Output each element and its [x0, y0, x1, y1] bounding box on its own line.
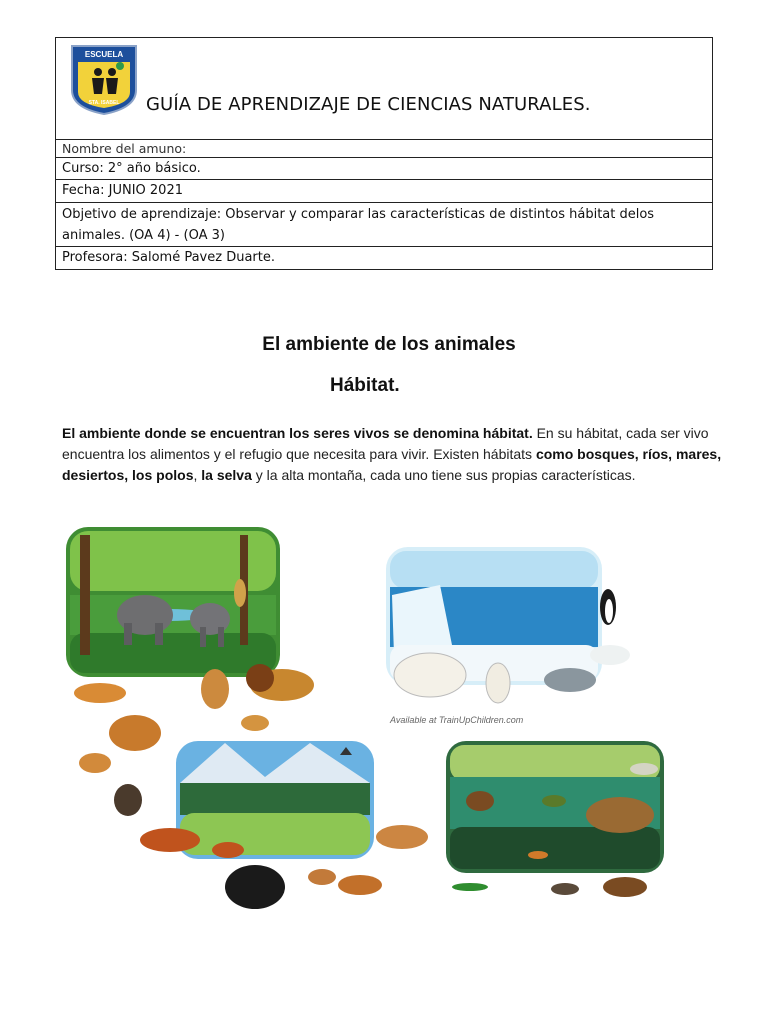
paragraph-text-1: En su hábitat, cada ser vivo encuentra los alimentos y el refugio que necesita para vivir. Existen hábitats	[62, 425, 709, 462]
section-subheading: Hábitat.	[330, 375, 400, 396]
intro-paragraph	[62, 423, 742, 486]
header-table	[55, 37, 713, 270]
paragraph-bold-lead: El ambiente donde se encuentran los seres vivos se denomina hábitat.	[62, 425, 533, 441]
jungle-scene	[66, 527, 280, 677]
watermark-text: Available at TrainUpChildren.com	[390, 715, 524, 725]
paragraph-text-2: ,	[193, 467, 202, 483]
paragraph-bold-list-2: la selva	[201, 467, 252, 483]
logo-bottom-text: STA. ISABEL	[88, 100, 120, 106]
paragraph-bold-list-1: como bosques, ríos, mares, desiertos, los polos	[62, 446, 722, 483]
mountain-scene	[176, 741, 374, 859]
objective-label: Objetivo de aprendizaje:	[62, 207, 222, 222]
school-logo	[68, 42, 140, 116]
logo-top-text: ESCUELA	[84, 50, 124, 59]
course-row: Curso: 2° año básico.	[56, 158, 712, 180]
teacher-row: Profesora: Salomé Pavez Duarte.	[62, 250, 275, 265]
student-name-row: Nombre del amuno:	[56, 140, 712, 158]
title-row	[56, 38, 712, 140]
objective-text: Observar y comparar las características de distintos hábitat delos animales. (OA 4) - (OA 3)	[62, 207, 655, 243]
river-scene	[446, 741, 664, 873]
polar-scene	[386, 547, 630, 703]
objective-row	[56, 203, 712, 247]
paragraph-text-3: y la alta montaña, cada uno tiene sus propias características.	[251, 467, 636, 483]
date-row: Fecha: JUNIO 2021	[56, 180, 712, 203]
document-title: GUÍA DE APRENDIZAJE DE CIENCIAS NATURALES.	[146, 94, 591, 115]
section-heading: El ambiente de los animales	[262, 334, 516, 355]
river-animals	[452, 877, 647, 897]
habitats-illustration	[60, 515, 680, 915]
